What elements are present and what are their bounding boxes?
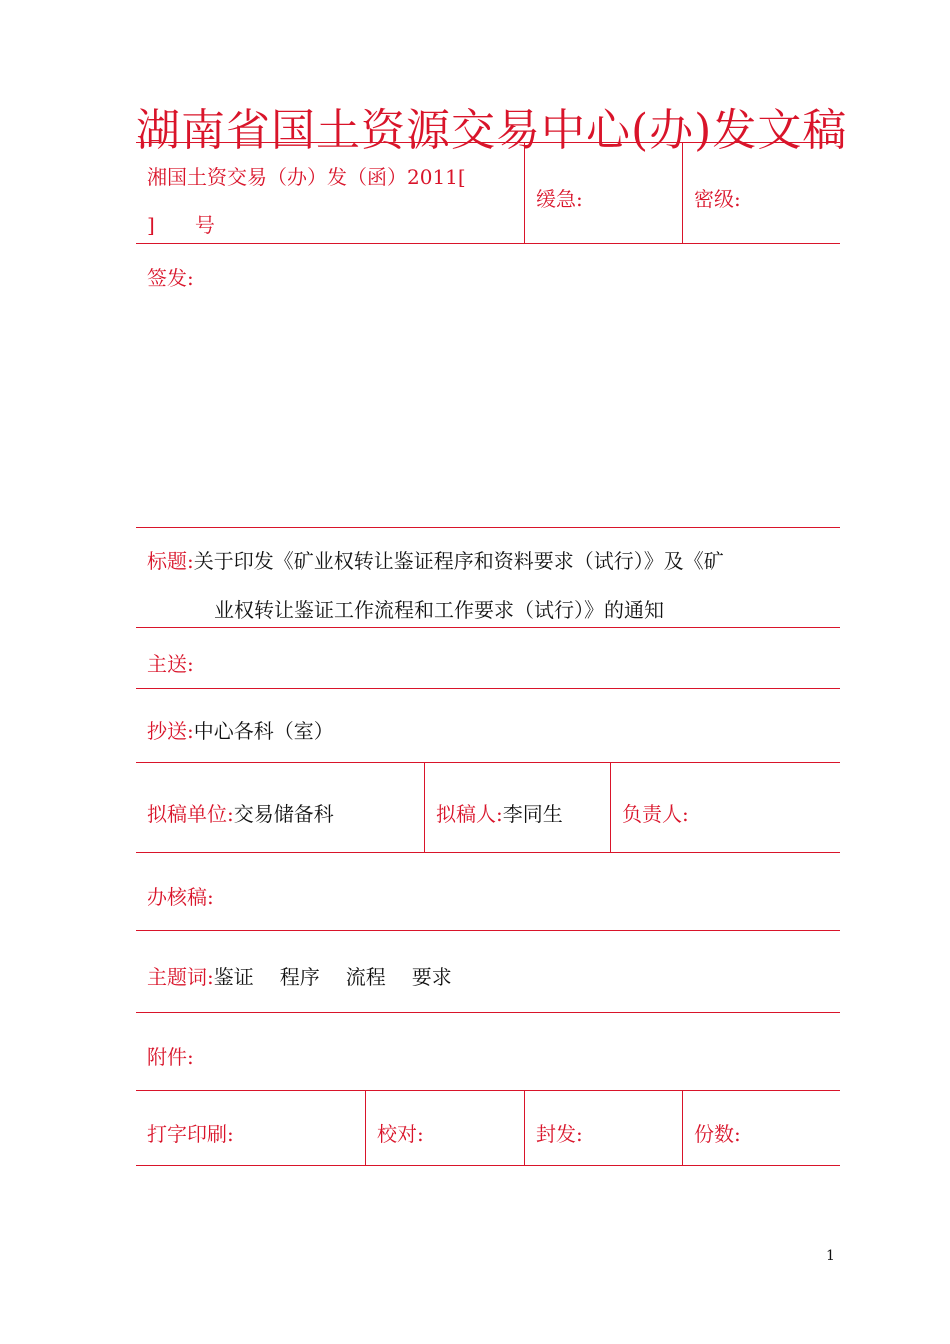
- print-cell: [136, 1091, 365, 1165]
- urgency-cell: [524, 143, 682, 243]
- keywords-label: 主题词:: [147, 965, 214, 989]
- drafter-cell: [424, 763, 610, 852]
- drafter-unit-line: [147, 798, 334, 827]
- cc-label: 抄送:: [147, 719, 194, 743]
- keyword-2: 程序: [279, 965, 320, 989]
- subject-text-2: 业权转让鉴证工作流程和工作要求（试行）》的通知: [214, 598, 664, 622]
- row-drafter: [136, 762, 840, 852]
- seal-label: 封发:: [536, 1122, 583, 1146]
- drafter-label: 拟稿人:: [436, 802, 503, 826]
- copies-label: 份数:: [694, 1122, 741, 1146]
- subject-text-1: 关于印发《矿业权转让鉴证程序和资料要求（试行）》及《矿: [193, 549, 724, 573]
- page-number: 1: [826, 1248, 835, 1264]
- drafter-line: [436, 798, 563, 827]
- row-sign: [136, 243, 840, 527]
- proofread-label: 校对:: [377, 1122, 424, 1146]
- doc-number-suffix: 号: [194, 213, 215, 237]
- doc-number-line2: [147, 209, 215, 238]
- row-main-to: [136, 627, 840, 688]
- secret-cell: [682, 143, 840, 243]
- seal-cell: [524, 1091, 682, 1165]
- row-attachment: [136, 1012, 840, 1090]
- dispatch-form: [136, 142, 840, 1166]
- row-cc: [136, 688, 840, 762]
- doc-number-line1: 湘国土资交易（办）发（函）2011[: [147, 165, 466, 189]
- responsible-label: 负责人:: [622, 802, 689, 826]
- responsible-cell: [610, 763, 840, 852]
- drafter-unit-value: 交易储备科: [233, 802, 334, 826]
- row-doc-number: [136, 142, 840, 243]
- drafter-unit-cell: [136, 763, 424, 852]
- subject-line1: [147, 545, 724, 574]
- keyword-1: 鉴证: [213, 965, 254, 989]
- cc-value: 中心各科（室）: [193, 719, 334, 743]
- keywords-line: [147, 961, 452, 990]
- row-subject: [136, 527, 840, 627]
- sign-label: 签发:: [147, 266, 194, 290]
- row-review: [136, 852, 840, 930]
- review-label: 办核稿:: [147, 885, 214, 909]
- main-to-label: 主送:: [147, 652, 194, 676]
- secret-label: 密级:: [694, 187, 741, 211]
- drafter-value: 李同生: [502, 802, 563, 826]
- row-print: [136, 1090, 840, 1166]
- urgency-label: 缓急:: [536, 187, 583, 211]
- row-keywords: [136, 930, 840, 1012]
- doc-number-bracket: ]: [147, 213, 155, 237]
- subject-label: 标题:: [147, 549, 194, 573]
- cc-line: [147, 715, 334, 744]
- attachment-label: 附件:: [147, 1045, 194, 1069]
- document-title: 湖南省国土资源交易中心(办)发文稿: [136, 105, 848, 156]
- print-label: 打字印刷:: [147, 1122, 234, 1146]
- keyword-3: 流程: [345, 965, 386, 989]
- proofread-cell: [365, 1091, 524, 1165]
- keyword-4: 要求: [411, 965, 452, 989]
- copies-cell: [682, 1091, 840, 1165]
- doc-number-cell: [136, 143, 524, 243]
- drafter-unit-label: 拟稿单位:: [147, 802, 234, 826]
